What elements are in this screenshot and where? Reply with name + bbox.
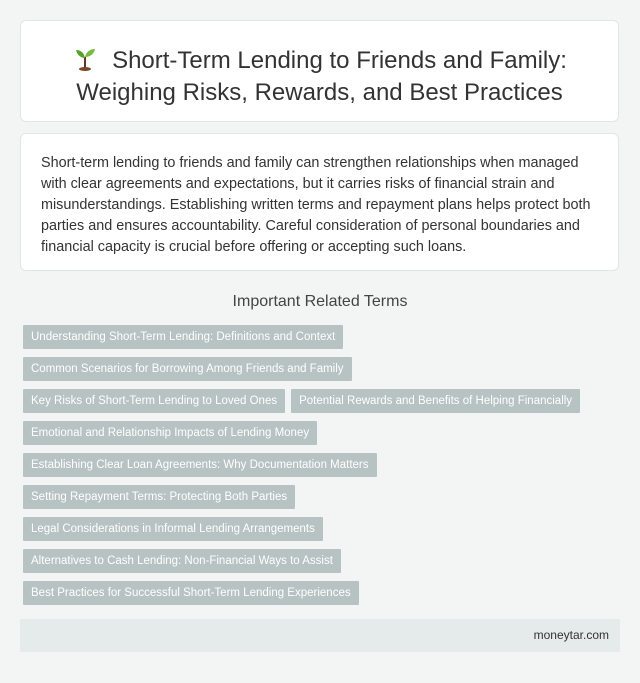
title-line-1: Short-Term Lending to Friends and Family:	[112, 47, 567, 74]
term-row	[23, 421, 623, 445]
intro-text: Short-term lending to friends and family can strengthen relationships when managed with clear agreements and expectations, but it carries risks of financial strain and misunderstandings. Establishing written terms and repayment plans helps protect both parties and ensures accountability. Careful consideration of personal boundaries and financial capacity is crucial before offering or accepting such loans.	[41, 155, 591, 255]
site-link[interactable]: moneytar.com	[533, 628, 609, 642]
term-row	[23, 357, 623, 381]
page-title	[21, 45, 618, 109]
term-tag[interactable]: Legal Considerations in Informal Lending Arrangements	[23, 517, 323, 541]
title-card	[20, 20, 619, 122]
term-row	[23, 549, 623, 573]
footer	[20, 619, 620, 652]
term-row	[23, 485, 623, 509]
term-row	[23, 453, 623, 477]
title-line-2: Weighing Risks, Rewards, and Best Practices	[76, 79, 563, 106]
term-row	[23, 581, 623, 605]
term-tag[interactable]: Emotional and Relationship Impacts of Lending Money	[23, 421, 317, 445]
term-tag[interactable]: Key Risks of Short-Term Lending to Loved Ones	[23, 389, 285, 413]
term-row	[23, 389, 623, 413]
term-row	[23, 517, 623, 541]
term-tag[interactable]: Best Practices for Successful Short-Term Lending Experiences	[23, 581, 359, 605]
related-terms-list	[23, 325, 623, 613]
term-row	[23, 325, 623, 349]
term-tag[interactable]: Understanding Short-Term Lending: Definitions and Context	[23, 325, 343, 349]
intro-card	[20, 133, 619, 271]
term-tag[interactable]: Potential Rewards and Benefits of Helping Financially	[291, 389, 580, 413]
term-tag[interactable]: Alternatives to Cash Lending: Non-Financial Ways to Assist	[23, 549, 341, 573]
term-tag[interactable]: Setting Repayment Terms: Protecting Both Parties	[23, 485, 295, 509]
sprout-icon	[72, 45, 98, 71]
related-terms-heading: Important Related Terms	[232, 293, 408, 310]
term-tag[interactable]: Common Scenarios for Borrowing Among Friends and Family	[23, 357, 352, 381]
term-tag[interactable]: Establishing Clear Loan Agreements: Why Documentation Matters	[23, 453, 377, 477]
